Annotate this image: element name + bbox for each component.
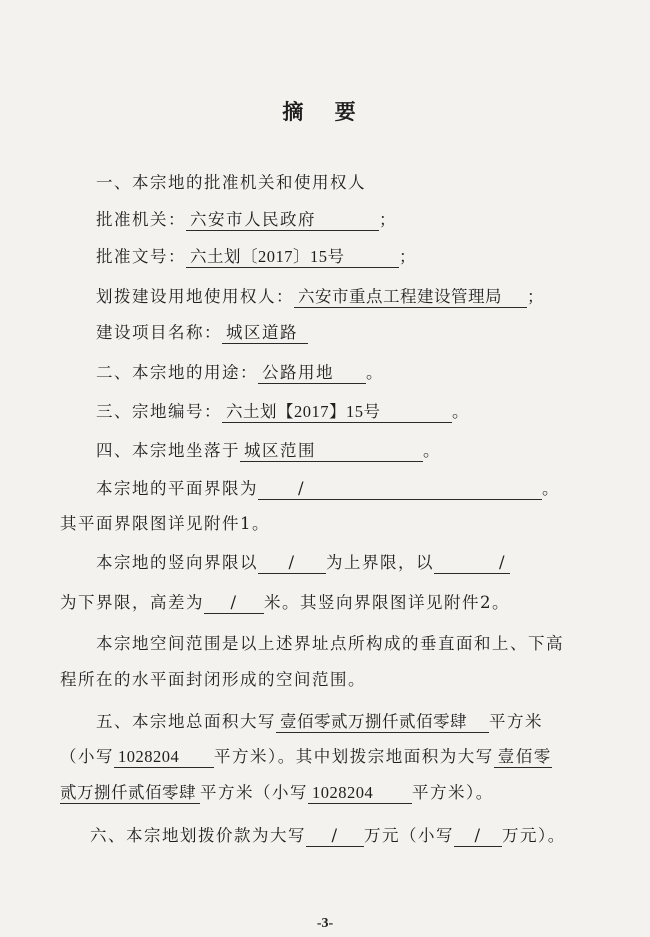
plane-boundary-row xyxy=(96,478,560,500)
land-user-row xyxy=(96,286,545,308)
section-3-label: 三、宗地编号： xyxy=(96,402,222,421)
approval-doc-value: 六土划〔2017〕15号 xyxy=(186,247,399,268)
section-2-label: 二、本宗地的用途： xyxy=(96,363,258,382)
allocated-area-lower: 1028204 xyxy=(308,783,412,804)
section-2-row xyxy=(96,362,384,384)
lower-boundary-value: / xyxy=(434,553,510,574)
approval-org-row xyxy=(96,209,397,231)
price-upper-value: / xyxy=(306,826,364,847)
section-3-end: 。 xyxy=(452,402,470,421)
vertical-boundary-row-2: 为下界限，高差为 / 米。其竖向界限图详见附件2。 xyxy=(60,593,510,612)
approval-doc-end: ； xyxy=(399,247,417,266)
plane-boundary-cont: 其平面界限图详见附件1。 xyxy=(60,514,270,533)
allocated-area-upper-part-1: 壹佰零 xyxy=(494,747,552,768)
parcel-number-value: 六土划【2017】15号 xyxy=(222,402,452,423)
land-user-label: 划拨建设用地使用权人： xyxy=(96,287,294,306)
approval-doc-label: 批准文号： xyxy=(96,247,186,266)
allocated-area-upper-part-2: 贰万捌仟贰佰零肆 xyxy=(60,783,200,804)
project-name-label: 建设项目名称： xyxy=(96,323,222,342)
space-row-1: 本宗地空间范围是以上述界址点所构成的垂直面和上、下高 xyxy=(96,634,564,653)
section-4-row xyxy=(96,440,441,462)
project-name-row xyxy=(96,322,308,344)
approval-org-label: 批准机关： xyxy=(96,210,186,229)
upper-boundary-value: / xyxy=(258,553,326,574)
section-5-row-3: 贰万捌仟贰佰零肆 平方米（小写 1028204 平方米）。 xyxy=(60,783,494,802)
height-diff-value: / xyxy=(204,593,264,614)
page-title: 摘 要 xyxy=(282,100,368,124)
plane-boundary-label: 本宗地的平面界限为 xyxy=(96,479,258,498)
approval-doc-row xyxy=(96,246,417,268)
vertical-boundary-row-1: 本宗地的竖向界限以 / 为上界限，以 / xyxy=(96,552,510,574)
section-4-label: 四、本宗地坐落于 xyxy=(96,441,240,460)
location-value: 城区范围 xyxy=(240,441,423,462)
section-1-heading: 一、本宗地的批准机关和使用权人 xyxy=(96,173,366,192)
land-use-value: 公路用地 xyxy=(258,363,366,384)
total-area-upper: 壹佰零贰万捌仟贰佰零肆 xyxy=(276,712,489,733)
approval-org-end: ； xyxy=(379,210,397,229)
section-6-row: 六、本宗地划拨价款为大写 / 万元（小写 / 万元）。 xyxy=(90,826,566,845)
space-row-2: 程所在的水平面封闭形成的空间范围。 xyxy=(60,670,366,689)
section-3-row xyxy=(96,401,470,423)
plane-boundary-value: / xyxy=(258,479,542,500)
price-lower-value: / xyxy=(454,826,502,847)
approval-org-value: 六安市人民政府 xyxy=(186,210,379,231)
total-area-lower: 1028204 xyxy=(114,747,214,768)
page-number: -3- xyxy=(316,916,334,931)
section-5-row-2: （小写 1028204 平方米）。其中划拨宗地面积为大写 壹佰零 xyxy=(60,747,552,766)
section-5-row-1: 五、本宗地总面积大写 壹佰零贰万捌仟贰佰零肆 平方米 xyxy=(96,712,543,731)
section-4-end: 。 xyxy=(423,441,441,460)
land-user-value: 六安市重点工程建设管理局 xyxy=(294,287,527,308)
project-name-value: 城区道路 xyxy=(222,323,308,344)
section-2-end: 。 xyxy=(366,363,384,382)
plane-boundary-end: 。 xyxy=(542,479,560,498)
land-user-end: ； xyxy=(527,287,545,306)
